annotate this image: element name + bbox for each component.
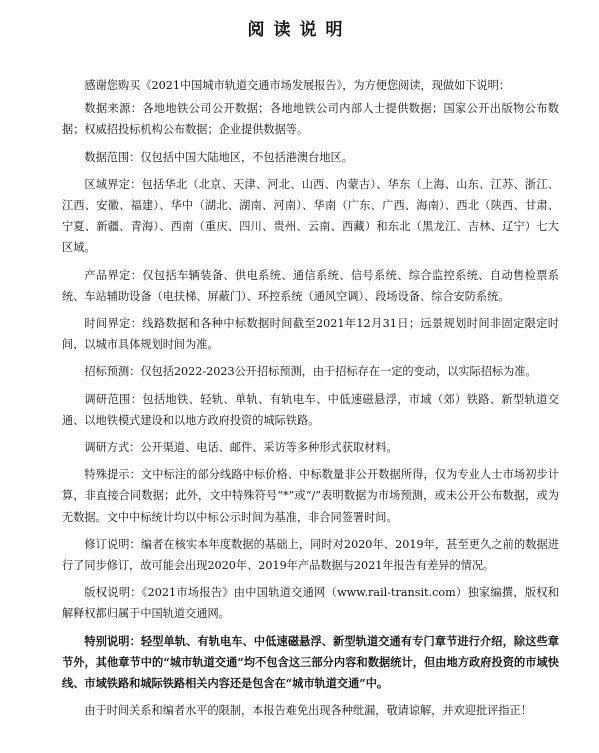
copyright-paragraph: 版权说明：《2021市场报告》由中国轨道交通网（www.rail-transit.com）独家编撰，版权和解释权都归属于中国轨道交通网。 bbox=[62, 586, 559, 621]
special-note-paragraph: 特殊提示：文中标注的部分线路中标价格、中标数量非公开数据所得，仅为专业人士市场初步计算，非直接合同数据；此外，文中特殊符号“*”或“/”表明数据为市场预测，或未公开公布数据，或为无数据。文中中标统计均以中标公示时间为基准，非合同签署时间。 bbox=[62, 468, 559, 524]
page-title: 阅读说明 bbox=[247, 20, 352, 40]
data-scope-paragraph: 数据范围：仅包括中国大陆地区，不包括港澳台地区。 bbox=[84, 150, 353, 164]
closing-paragraph: 由于时间关系和编者水平的限制，本报告难免出现各种纰漏，敬请谅解，并欢迎批评指正！ bbox=[84, 704, 532, 718]
special-statement-paragraph: 特别说明：轻型单轨、有轨电车、中低速磁悬浮、新型轨道交通有专门章节进行介绍，除这些章节外，其他章节中的“城市轨道交通”均不包含这三部分内容和数据统计，但由地方政府投资的市域快线、市域铁路和城际铁路相关内容还是包含在“城市轨道交通”中。 bbox=[62, 633, 559, 691]
revision-note-paragraph: 修订说明：编者在核实本年度数据的基础上，同时对2020年、2019年，甚至更久之前的数据进行了同步修订，故可能会出现2020年、2019年产品数据与2021年报告有差异的情况。 bbox=[62, 537, 559, 573]
research-scope-paragraph: 调研范围：包括地铁、轻轨、单轨、有轨电车、中低速磁悬浮，市域（郊）铁路、新型轨道交通、以地铁模式建设和以地方政府投资的城际铁路。 bbox=[62, 392, 559, 427]
document-body bbox=[62, 75, 559, 727]
data-source-paragraph: 数据来源：各地地铁公司公开数据；各地地铁公司内部人士提供数据；国家公开出版物公布数据；权威招投标机构公布数据；企业提供数据等。 bbox=[62, 102, 559, 137]
tender-forecast-paragraph: 招标预测：仅包括2022-2023公开招标预测，由于招标存在一定的变动，以实际招标为准。 bbox=[84, 365, 537, 379]
time-definition-paragraph: 时间界定：线路数据和各种中标数据时间截至2021年12月31日；远景规划时间非固定限定时间，以城市具体规划时间为准。 bbox=[62, 317, 559, 352]
region-definition-paragraph: 区域界定：包括华北（北京、天津、河北、山西、内蒙古）、华东（上海、山东、江苏、浙江、江西、安徽、福建）、华中（湖北、湖南、河南）、华南（广东、广西、海南）、西北（陕西、甘肃、宁夏、新疆、青海）、西南（重庆、四川、贵州、云南、西藏）和东北（黑龙江、吉林、辽宁）七大区域。 bbox=[62, 177, 559, 255]
intro-paragraph: 感谢您购买《2021中国城市轨道交通市场发展报告》，为方便您阅读，现做如下说明： bbox=[84, 79, 511, 92]
research-method-paragraph: 调研方式：公开渠道、电话、邮件、采访等多种形式获取材料。 bbox=[84, 441, 398, 455]
product-definition-paragraph: 产品界定：仅包括车辆装备、供电系统、通信系统、信号系统、综合监控系统、自动售检票系统、车站辅助设备（电扶梯、屏蔽门）、环控系统（通风空调）、段场设备、综合安防系统。 bbox=[62, 268, 559, 303]
